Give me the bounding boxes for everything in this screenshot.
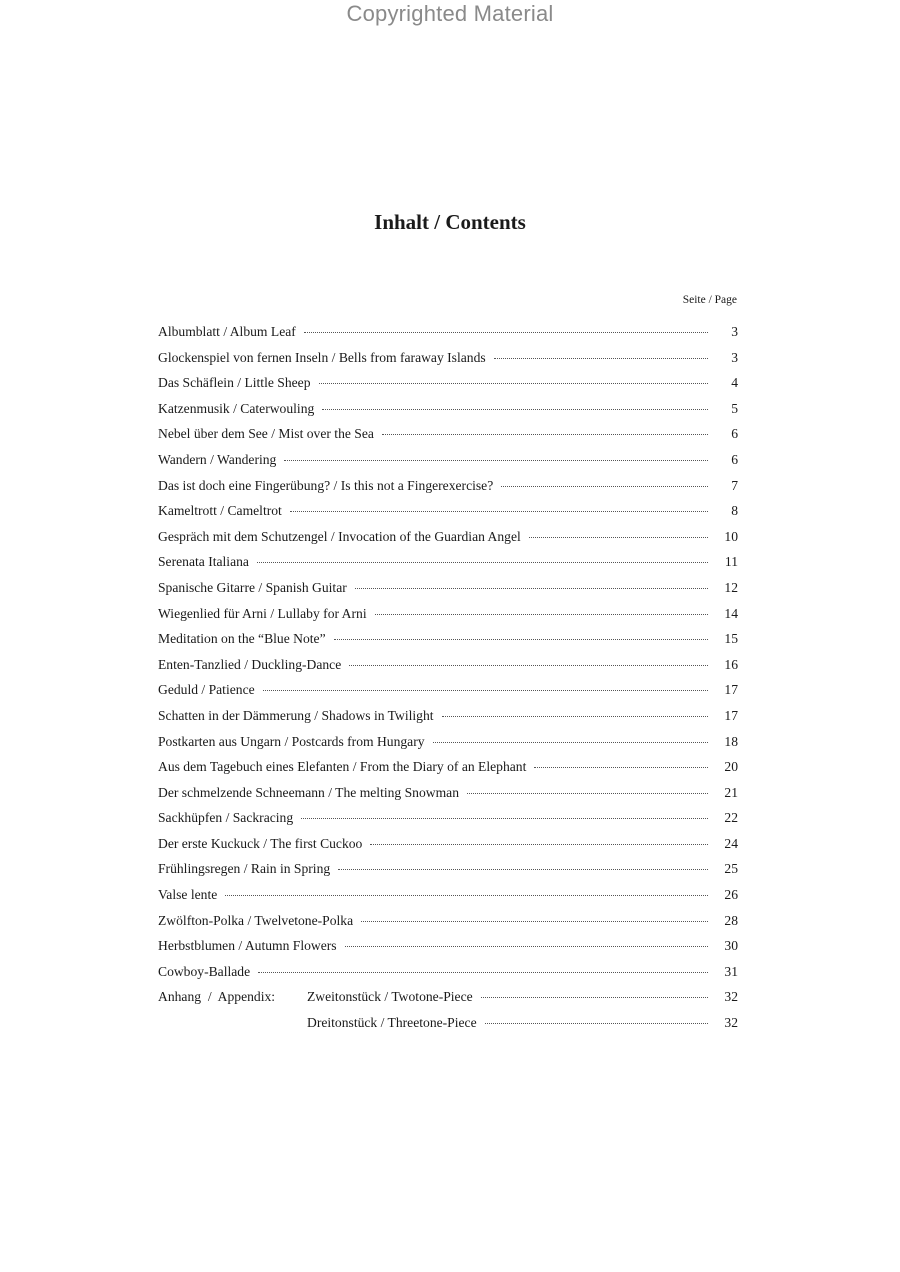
leader-dots — [319, 382, 708, 384]
toc-entry-title: Frühlingsregen / Rain in Spring — [158, 861, 331, 877]
toc-entry — [158, 908, 738, 934]
toc-entry-title: Der schmelzende Schneemann / The melting Snowman — [158, 784, 459, 800]
leader-dots — [257, 561, 708, 563]
toc-entry-page: 6 — [731, 426, 738, 442]
toc-entry-title: Cowboy-Ballade — [158, 963, 251, 979]
leader-dots — [334, 638, 708, 640]
toc-entry — [158, 959, 738, 985]
toc-entry-page: 22 — [724, 810, 738, 826]
toc-entry-title: Zwölfton-Polka / Twelvetone-Polka — [158, 912, 354, 928]
toc-entry — [158, 498, 738, 524]
toc-entry-page: 28 — [724, 912, 738, 928]
toc-entry-page: 6 — [731, 451, 738, 467]
leader-dots — [481, 996, 708, 998]
leader-dots — [501, 485, 708, 487]
leader-dots — [467, 792, 708, 794]
leader-dots — [370, 843, 708, 845]
leader-dots — [529, 536, 708, 538]
leader-dots — [494, 357, 708, 359]
toc-entry — [158, 933, 738, 959]
toc-entry-title: Wandern / Wandering — [158, 451, 277, 467]
toc-entry-page: 3 — [731, 349, 738, 365]
toc-entry-page: 20 — [724, 759, 738, 775]
toc-entry — [158, 652, 738, 678]
leader-dots — [485, 1022, 708, 1024]
toc-entry-title: Aus dem Tagebuch eines Elefanten / From the Diary of an Elephant — [158, 759, 527, 775]
appendix-label: Anhang / Appendix: — [158, 989, 276, 1005]
leader-dots — [382, 433, 708, 435]
toc-entry-title: Das Schäflein / Little Sheep — [158, 375, 311, 391]
toc-entry — [158, 473, 738, 499]
toc-entry-page: 4 — [731, 375, 738, 391]
toc-entry — [158, 729, 738, 755]
toc-entry-title: Nebel über dem See / Mist over the Sea — [158, 426, 374, 442]
leader-dots — [263, 689, 708, 691]
toc-entry — [158, 882, 738, 908]
toc-entry-page: 16 — [724, 656, 738, 672]
toc-entry — [158, 601, 738, 627]
toc-entry-page: 8 — [731, 503, 738, 519]
toc-entry — [158, 831, 738, 857]
toc-entry-page: 14 — [724, 605, 738, 621]
toc-entry — [158, 370, 738, 396]
leader-dots — [304, 331, 708, 333]
leader-dots — [338, 868, 708, 870]
toc-entry-page: 26 — [724, 887, 738, 903]
toc-entry-title: Schatten in der Dämmerung / Shadows in Twilight — [158, 707, 434, 723]
toc-entry — [158, 626, 738, 652]
toc-entry-page: 24 — [724, 835, 738, 851]
leader-dots — [361, 920, 708, 922]
toc-entry — [158, 856, 738, 882]
toc-entry-title: Serenata Italiana — [158, 554, 249, 570]
toc-entry-page: 30 — [724, 938, 738, 954]
toc-entry-page: 10 — [724, 528, 738, 544]
copyright-watermark: Copyrighted Material — [346, 1, 554, 26]
leader-dots — [442, 715, 708, 717]
toc-entry-title: Valse lente — [158, 887, 218, 903]
toc-entry — [158, 524, 738, 550]
toc-entry-title: Spanische Gitarre / Spanish Guitar — [158, 579, 347, 595]
toc-entry-title: Gespräch mit dem Schutzengel / Invocation of the Guardian Angel — [158, 528, 521, 544]
leader-dots — [355, 587, 708, 589]
toc-entry — [158, 805, 738, 831]
toc-entry-title: Der erste Kuckuck / The first Cuckoo — [158, 835, 363, 851]
toc-appendix-entry — [158, 1010, 738, 1036]
leader-dots — [433, 741, 708, 743]
toc-entry — [158, 549, 738, 575]
toc-entry-page: 31 — [724, 963, 738, 979]
toc-entry-title: Wiegenlied für Arni / Lullaby for Arni — [158, 605, 367, 621]
toc-entry-page: 3 — [731, 324, 738, 339]
toc-entry — [158, 345, 738, 371]
table-of-contents — [158, 319, 738, 1036]
toc-entry-title: Glockenspiel von fernen Inseln / Bells from faraway Islands — [158, 349, 486, 365]
toc-entry-title: Das ist doch eine Fingerübung? / Is this not a Fingerexercise? — [158, 477, 494, 493]
leader-dots — [290, 510, 708, 512]
page-column-header: Seite / Page — [682, 294, 737, 306]
leader-dots — [349, 664, 708, 666]
toc-entry-title: Kameltrott / Cameltrot — [158, 503, 282, 519]
toc-entry-title: Katzenmusik / Caterwouling — [158, 400, 315, 416]
appendix-label-cell — [158, 984, 307, 1010]
leader-dots — [345, 945, 708, 947]
toc-entry-title: Meditation on the “Blue Note” — [158, 631, 326, 647]
toc-entry — [158, 754, 738, 780]
toc-entry-title: Dreitonstück / Threetone-Piece — [307, 1015, 477, 1031]
toc-entry — [158, 319, 738, 345]
leader-dots — [284, 459, 708, 461]
toc-entry-page: 32 — [724, 1015, 738, 1031]
toc-entry — [158, 447, 738, 473]
toc-entry-page: 15 — [724, 631, 738, 647]
toc-entry — [158, 780, 738, 806]
toc-entry-title: Herbstblumen / Autumn Flowers — [158, 938, 337, 954]
toc-entry-page: 5 — [731, 400, 738, 416]
toc-entry-title: Sackhüpfen / Sackracing — [158, 810, 294, 826]
toc-entry — [158, 396, 738, 422]
toc-entry-page: 21 — [724, 784, 738, 800]
toc-entry-page: 11 — [724, 554, 738, 570]
toc-entry — [158, 677, 738, 703]
toc-entry-page: 12 — [724, 579, 738, 595]
toc-entry-title: Geduld / Patience — [158, 682, 255, 698]
toc-entry-page: 7 — [731, 477, 738, 493]
leader-dots — [301, 817, 708, 819]
leader-dots — [534, 766, 708, 768]
toc-entry-title: Postkarten aus Ungarn / Postcards from Hungary — [158, 733, 425, 749]
toc-entry-page: 18 — [724, 733, 738, 749]
toc-entry-title: Enten-Tanzlied / Duckling-Dance — [158, 656, 342, 672]
toc-entry — [158, 575, 738, 601]
toc-entry-page: 25 — [724, 861, 738, 877]
toc-entry-title: Zweitonstück / Twotone-Piece — [307, 989, 473, 1005]
toc-entry-title: Albumblatt / Album Leaf — [158, 324, 296, 339]
leader-dots — [225, 894, 708, 896]
leader-dots — [258, 971, 708, 973]
toc-entry — [158, 421, 738, 447]
leader-dots — [375, 613, 708, 615]
toc-appendix-entry — [158, 984, 738, 1010]
toc-entry-page: 17 — [724, 682, 738, 698]
toc-entry-page: 17 — [724, 707, 738, 723]
toc-entry — [158, 703, 738, 729]
toc-entry-page: 32 — [724, 989, 738, 1005]
page-title: Inhalt / Contents — [374, 210, 526, 234]
leader-dots — [322, 408, 708, 410]
